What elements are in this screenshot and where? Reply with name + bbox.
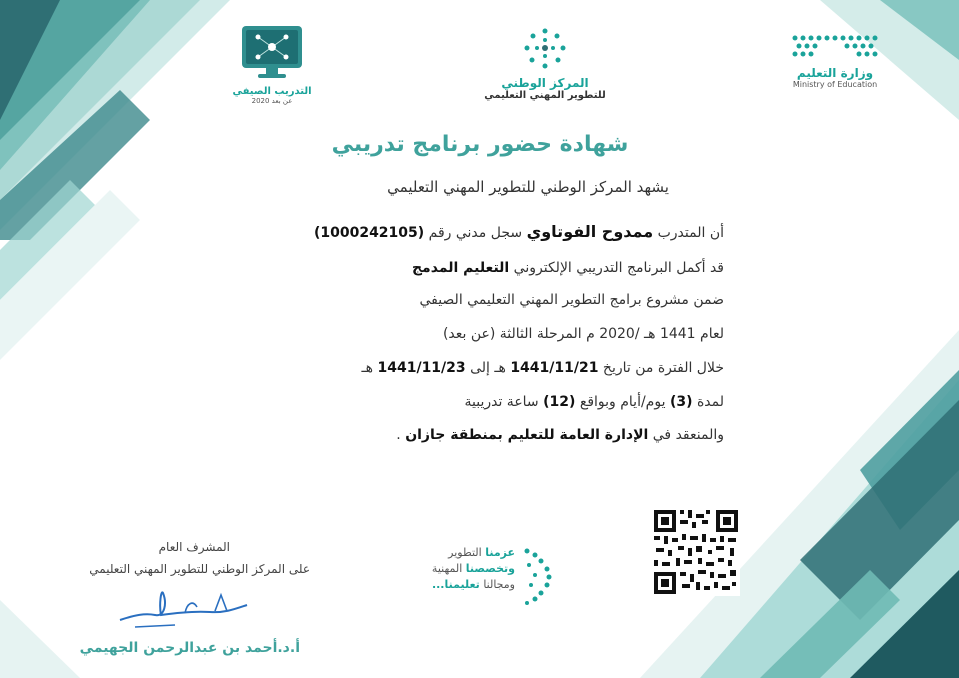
venue-name: الإدارة العامة للتعليم بمنطقة جازان <box>405 427 649 443</box>
summer-training-logo <box>232 22 312 122</box>
issuer-line: يشهد المركز الوطني للتطوير المهني التعليمي <box>387 178 669 196</box>
venue-end: . <box>396 427 401 443</box>
date-from: 1441/11/21 <box>510 360 599 376</box>
hours-label: ساعة تدريبية <box>464 394 539 410</box>
venue-prefix: والمنعقد في <box>652 427 724 443</box>
date-to: 1441/11/23 <box>377 360 466 376</box>
signatory-org: على المركز الوطني للتطوير المهني التعليمي <box>89 562 310 576</box>
signatory-name: أ.د.أحمد بن عبدالرحمن الجهيمي <box>79 640 300 656</box>
ministry-name-ar: وزارة التعليم <box>796 66 874 80</box>
trainee-prefix: أن المتدرب <box>657 225 724 241</box>
signature-block <box>20 540 320 576</box>
signatory-title: المشرف العام <box>158 540 230 554</box>
motto-dots-icon <box>521 545 555 605</box>
trainee-line <box>314 222 724 241</box>
id-label: سجل مدني رقم <box>428 225 523 241</box>
days-count: (3) <box>669 394 693 410</box>
project-line: ضمن مشروع برامج التطوير المهني التعليمي الصيفي <box>419 292 724 308</box>
hijri-suffix-1: هـ <box>494 360 506 376</box>
id-number: (1000242105) <box>313 225 425 241</box>
venue-line <box>396 427 724 443</box>
year-line: لعام 1441 هـ /2020 م المرحلة الثالثة (عن بعد) <box>442 326 724 342</box>
trainee-name: ممدوح الفوتاوي <box>526 222 654 241</box>
handwritten-signature <box>115 585 255 635</box>
days-label: يوم/أيام وبواقع <box>579 394 666 410</box>
ministry-dots-icon <box>785 30 885 62</box>
duration-line <box>465 394 725 410</box>
motto-block <box>395 545 555 605</box>
ministry-logo <box>760 30 910 110</box>
hijri-suffix-2: هـ <box>361 360 374 376</box>
qr-code <box>652 508 740 596</box>
national-center-line1: المركز الوطني <box>501 76 589 90</box>
program-name: التعليم المدمج <box>411 260 510 276</box>
completed-prefix: قد أكمل البرنامج التدريبي الإلكتروني <box>513 260 724 276</box>
period-prefix: خلال الفترة من تاريخ <box>602 360 724 376</box>
summer-training-sub: 2020 عن بعد <box>251 97 293 105</box>
motto-1b: التطوير <box>448 546 482 559</box>
national-center-emblem-icon <box>522 26 568 72</box>
motto-3a: ومجالنا <box>483 578 515 591</box>
motto-3b: تعليمنا... <box>431 578 480 591</box>
motto-2a: وتخصصنا <box>465 562 515 575</box>
ministry-name-en: Ministry of Education <box>792 80 878 89</box>
to-label: إلى <box>470 360 490 376</box>
motto-text <box>405 545 515 593</box>
motto-1a: عزمنا <box>485 546 515 559</box>
hours-count: (12) <box>543 394 576 410</box>
motto-2b: المهنية <box>431 562 463 575</box>
monitor-network-icon <box>240 22 304 82</box>
program-line <box>412 260 724 276</box>
certificate-title: شهادة حضور برنامج تدريبي <box>331 132 629 157</box>
duration-prefix: لمدة <box>696 394 724 410</box>
national-center-logo <box>470 26 620 116</box>
national-center-line2: للتطوير المهني التعليمي <box>484 90 606 101</box>
period-line <box>362 360 724 376</box>
summer-training-label: التدريب الصيفي <box>232 86 312 97</box>
